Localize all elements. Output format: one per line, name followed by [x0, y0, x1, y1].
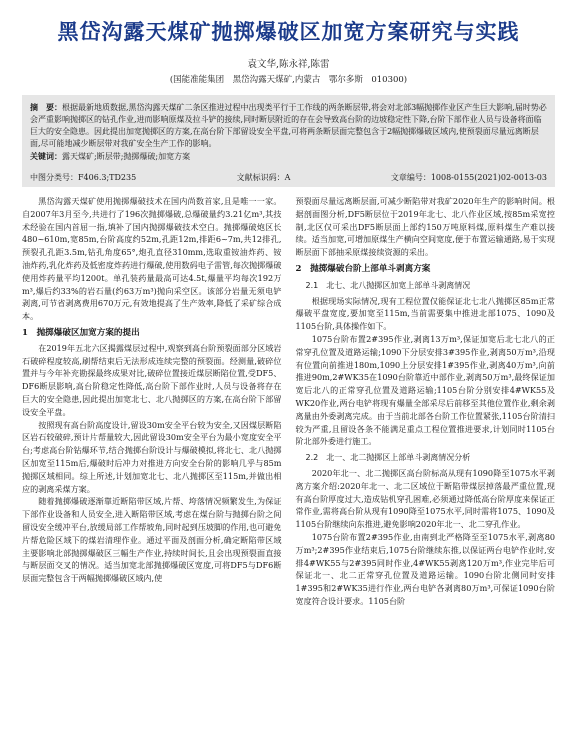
paragraph: 随着抛掷爆破逐渐靠近断陷带区域,片帮、垮落情况频繁发生,为保证下部作业设备和人员安全,进入断陷带区域,考虑在煤台阶与抛掷台阶之间留设安全缓冲平台,放缓局部工作帮坡角,同时起到压坡脚的作用,也可避免片帮危险区域下的煤岩清理作业。通过平面及剖面分析,确定断陷带区域主要影响北部抛掷爆破区三幅生产作业,持续时间长,且会出现预裂面直接与断层面交叉的情况。适当加宽北部抛掷爆破区宽度,可将DF5与DF6断层面完整包含于两幅抛掷爆破区域内,使 [22, 496, 282, 584]
paragraph: 预裂面尽量远离断层面,可减少断陷带对我矿2020年生产的影响时间。根据剖面图分析,DF5断层位于2019年北七、北八作业区域,按85m采宽控制,北区仅可采出DF5断层面上部约150万吨原料煤,原料煤生产难以接续。适当加宽,可增加原煤生产横向空间宽度,便于布置运输通路,易于实现断层面下部抽采原煤接续资源的采出。 [295, 196, 555, 258]
article-meta [22, 169, 555, 187]
paper-title: 黑岱沟露天煤矿抛掷爆破区加宽方案研究与实践 [57, 19, 520, 44]
paragraph: 2020年北一、北二抛掷区高台阶标高从现有1090降至1075水平剥离方案介绍:2020年北一、北二区域位于断陷带煤层掉落最严重位置,现有高台阶厚度过大,造成钻机穿孔困难,必须通过降低高台阶厚度来保证正常作业,需将高台阶从现有1090降至1075水平,同时需将1075、1090及1105台阶继续向东推进,避免影响2020年北一、北二穿孔作业。 [295, 467, 555, 530]
abstract-box [22, 95, 555, 169]
subsection-heading: 2.1 北七、北八抛掷区加宽上部单斗剥离情况 [305, 280, 471, 290]
paragraph: 黑岱沟露天煤矿使用抛掷爆破技术在国内尚数首家,且是唯一一家。自2007年3月至今,共进行了196次抛掷爆破,总爆破量约3.21亿m³,其技术经验在国内首屈一指,填补了国内抛掷爆破技术空白。抛掷爆破炮区长480~610m,宽85m,台阶高度约52m,孔距12m,排距6~7m,共12排孔,预裂孔孔距3.5m,钻孔角度65°,炮孔直径310mm,选取重铵油炸药、铵油炸药,乳化炸药及低密度炸药进行爆破,使用数码电子雷管,每次抛掷爆破使用炸药量平均1200t。单孔装药量最高可达4.5t,爆量平均每次192万m³,爆后约33%的岩石量(约63万m³)抛向采空区。该部分岩量无须电铲剥离,可节省剥离费用670万元,有效地提高了生产效率,降低了采矿综合成本。 [22, 196, 282, 322]
article-number: 文章编号：1008-0155(2021)02-0013-03 [390, 173, 547, 182]
document-code: 文献标识码：A [236, 173, 291, 182]
left-column [22, 195, 282, 608]
body-columns [22, 195, 555, 608]
subsection-heading: 2.2 北一、北二抛掷区上部单斗剥离情况分析 [305, 453, 471, 463]
section-heading: 1 抛掷爆破区加宽方案的提出 [22, 327, 140, 338]
abstract-label: 摘 要： [30, 102, 62, 112]
paragraph: 在2019年五北六区揭露煤层过程中,观察到高台阶预裂面部分区域岩石破碎程度较高,刷帮结束后无法形成连续完整的预裂面。经测量,破碎位置并与今年补充勘探最终成果对比,破碎位置接近煤层断陷位置,受DF5、DF6断层影响,高台阶稳定性降低,高台阶下部作业时,人员与设备将存在巨大的安全隐患,因此提出加宽北七、北八抛掷区的方案,在高台阶下部留设安全平盘。 [22, 342, 282, 417]
paragraph: 根据现场实际情况,现有工程位置仅能保证北七北八抛掷区85m正常爆破平盘宽度,要加宽至115m,当前需要集中推进北部1075、1090及1105台阶,具体操作如下。 [295, 295, 555, 332]
clc-number: 中图分类号：F406.3;TD235 [30, 173, 137, 182]
author-list: 袁文华,陈永祥,陈雷 [247, 59, 330, 70]
abstract [30, 101, 547, 150]
paragraph: 1075台阶布置2#395作业,剥离13万m³,保证加宽后北七北八的正常穿孔位置及道路运输;1090下分层安排3#395作业,剥离50万m³,沿现有位置向前推进180m,1090上分层安排1#395作业,剥离40万m³,向前推进90m,2#WK35在1090台阶靠近中部作业,剥离50万m³,最终保证加宽后北八的正常穿孔位置及道路运输;1105台阶分别安排4#WK55及WK20作业,两台电铲将现有爆量全部采尽后前移至其他位置作业,剩余剥离量由外委剥离完成。由于当前北部各台阶工作位置紧张,1105台阶清扫较为严重,且留设各条不能满足重点工程位置推进要求,计划同时1105台阶北部外委进行施工。 [295, 333, 555, 447]
abstract-text: 根据最新地质数据,黑岱沟露天煤矿二条区推进过程中出现类平行于工作线的两条断层带,将会对北部3幅抛掷作业区产生巨大影响,届时势必会严重影响抛掷区的钻孔作业,进而影响原煤及拉斗铲的接续,同时断层附近的存在会导致高台阶的边坡稳定性下降,台阶下部作业人员与设备将面临巨大的安全隐患。因此提出加宽抛掷区的方案,在高台阶下部留设安全平盘,可将两条断层面完整包含于2幅抛掷爆破区域内,使预裂面尽量远离断层面,尽可能地减少断层带对我矿安全生产工作的影响。 [30, 103, 547, 148]
keywords-text: 露天煤矿;断层带;抛掷爆破;加宽方案 [62, 152, 191, 161]
paragraph: 1075台阶布置2#395作业,由南到北严格降至至1075水平,剥离80万m³;2#395作业结束后,1075台阶继续东推,以保证两台电铲作业时,安排4#WK55与2#395同时作业,4#WK55剥离120万m³,作业完毕后可保证北一、北二正常穿孔位置及道路运输。1090台阶北侧同时安排1#395和2#WK35进行作业,两台电铲各剥离80万m³,可保证1090台阶宽度符合设计要求。1105台阶 [295, 531, 555, 606]
keywords-label: 关键词： [30, 151, 62, 161]
section-heading: 2 抛掷爆破台阶上部单斗剥离方案 [295, 263, 431, 274]
affiliation: (国能准能集团 黑岱沟露天煤矿,内蒙古 鄂尔多斯 010300) [169, 75, 408, 85]
keywords [30, 150, 547, 163]
paragraph: 按照现有高台阶高度设计,留设30m安全平台较为安全,又因煤层断陷区岩石较破碎,预计片帮量较大,因此留设30m安全平台为最小宽度安全平台;考虑高台阶钻爆环节,结合抛掷台阶设计与爆破模拟,将北七、北八抛掷区加宽至115m后,爆破时后冲力对推进方向安全台阶的影响几乎与85m抛掷区域相同。综上所述,计划加宽北七、北八抛掷区至115m,并做出相应的剥离采煤方案。 [22, 419, 282, 494]
right-column [296, 195, 556, 608]
